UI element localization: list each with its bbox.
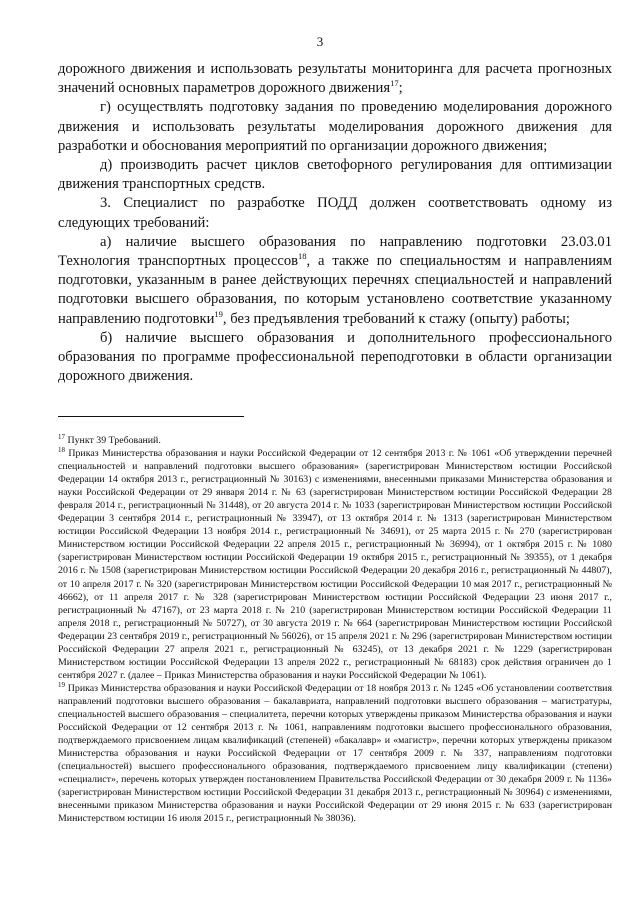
footnote-mark: 18 — [58, 446, 65, 455]
footnote: $^{19}$ Приказ Министерства образования и науки Российской Федерации от 18 ноября 2013 г. № 1245 «Об установлении соответствия направлений подготовки высшего образования – бакалавриата, направлений подготовки высшего образования – магистратуры, специальностей высшего образования – специалитета, перечни которых утверждены приказом Министерства образования и науки Российской Федерации от 12 сентября 2013 г. № 1061, направлениям подготовки высшего профессионального образования, подтверждаемого присвоением лицам квалификаций (степеней) «бакалавр» и «магистр», перечни которых утверждены приказом Министерства образования и науки Российской Федерации от 17 сентября 2009 г. № 337, направлениям подготовки (специальностей) высшего профессионального образования, подтверждаемого присвоением лицу квалификации (степени) «специалист», перечень которых утвержден постановлением Правительства Российской Федерации от 30 декабря 2009 г. № 1136» (зарегистрирован Министерством юстиции Российской Федерации 31 декабря 2013 г., регистрационный № 30964) с изменениями, внесенными приказом Министерства образования и науки Российской Федерации от 29 июня 2015 г. № 633 (зарегистрирован Министерством юстиции 16 июля 2015 г., регистрационный № 38036). — [58, 680, 612, 825]
paragraph: б) наличие высшего образования и дополнительного профессионального образования по программе профессиональной переподготовки в области организации дорожного движения. — [58, 329, 612, 385]
footnote-ref: 19 — [214, 308, 223, 319]
footnote-ref: 17 — [390, 78, 399, 89]
paragraph: д) производить расчет циклов светофорного регулирования для оптимизации движения транспортных средств. — [58, 157, 612, 193]
footnote: $^{17}$ Пункт 39 Требований. — [58, 433, 161, 446]
footnotes — [58, 434, 612, 825]
paragraph: г) осуществлять подготовку задания по проведению моделирования дорожного движения и использовать результаты моделирования дорожного движения для разработки и обоснования мероприятий по организации дорожного движения; — [58, 99, 612, 154]
paragraph: 3. Специалист по разработке ПОДД должен соответствовать одному из следующих требований: — [58, 195, 612, 231]
footnote: $^{18}$ Приказ Министерства образования и науки Российской Федерации от 12 сентября 2013 г. № 1061 «Об утверждении перечней специальностей и направлений подготовки высшего образования» (зарегистрирован Министерством юстиции Российской Федерации 14 октября 2013 г., регистрационный № 30163) с изменениями, внесенными приказами Министерства образования и науки Российской Федерации от 29 января 2014 г. № 63 (зарегистрирован Министерством юстиции Российской Федерации 28 февраля 2014 г., регистрационный № 31448), от 20 августа 2014 г. № 1033 (зарегистрирован Министерством юстиции Российской Федерации 3 сентября 2014 г., регистрационный № 33947), от 13 октября 2014 г. № 1313 (зарегистрирован Министерством юстиции Российской Федерации 13 ноября 2014 г., регистрационный № 34691), от 25 марта 2015 г. № 270 (зарегистрирован Министерством юстиции Российской Федерации 22 апреля 2015 г., регистрационный № 36994), от 1 октября 2015 г. № 1080 (зарегистрирован Министерством юстиции Российской Федерации 19 октября 2015 г., регистрационный № 39355), от 1 декабря 2016 г. № 1508 (зарегистрирован Министерством юстиции Российской Федерации 20 декабря 2016 г., регистрационный № 44807), от 10 апреля 2017 г. № 320 (зарегистрирован Министерством юстиции Российской Федерации 10 мая 2017 г., регистрационный № 46662), от 11 апреля 2017 г. № 328 (зарегистрирован Министерством юстиции Российской Федерации 23 июня 2017 г., регистрационный № 47167), от 23 марта 2018 г. № 210 (зарегистрирован Министерством юстиции Российской Федерации 11 апреля 2018 г., регистрационный № 50727), от 30 августа 2019 г. № 664 (зарегистрирован Министерством юстиции Российской Федерации 23 сентября 2019 г., регистрационный № 56026), от 15 апреля 2021 г. № 296 (зарегистрирован Министерством юстиции Российской Федерации 27 апреля 2021 г., регистрационный № 63245), от 13 декабря 2021 г. № 1229 (зарегистрирован Министерством юстиции Российской Федерации 13 апреля 2022 г., регистрационный № 68183) срок действия ограничен до 1 сентября 2027 г. (далее – Приказ Министерства образования и науки Российской Федерации № 1061). — [58, 446, 613, 681]
footnote-separator — [58, 416, 244, 417]
body-text — [58, 60, 612, 386]
footnote-mark: 17 — [58, 433, 65, 441]
paragraph: дорожного движения и использовать результаты мониторинга для расчета прогнозных значений основных параметров дорожного движения$^{17}$; — [58, 61, 612, 97]
footnote-mark: 19 — [58, 680, 65, 689]
footnote-ref: 18 — [298, 251, 307, 262]
paragraph: а) наличие высшего образования по направлению подготовки 23.03.01 Технология транспортных процессов$^{18}$, а также по специальностям и направлениям подготовки, указанным в ранее действующих перечнях специальностей и направлений подготовки высшего образования, по которым установлено соответствие указанному направлению подготовки$^{19}$, без предъявления требований к стажу (опыту) работы; — [58, 233, 613, 327]
page-number: 3 — [316, 34, 324, 49]
